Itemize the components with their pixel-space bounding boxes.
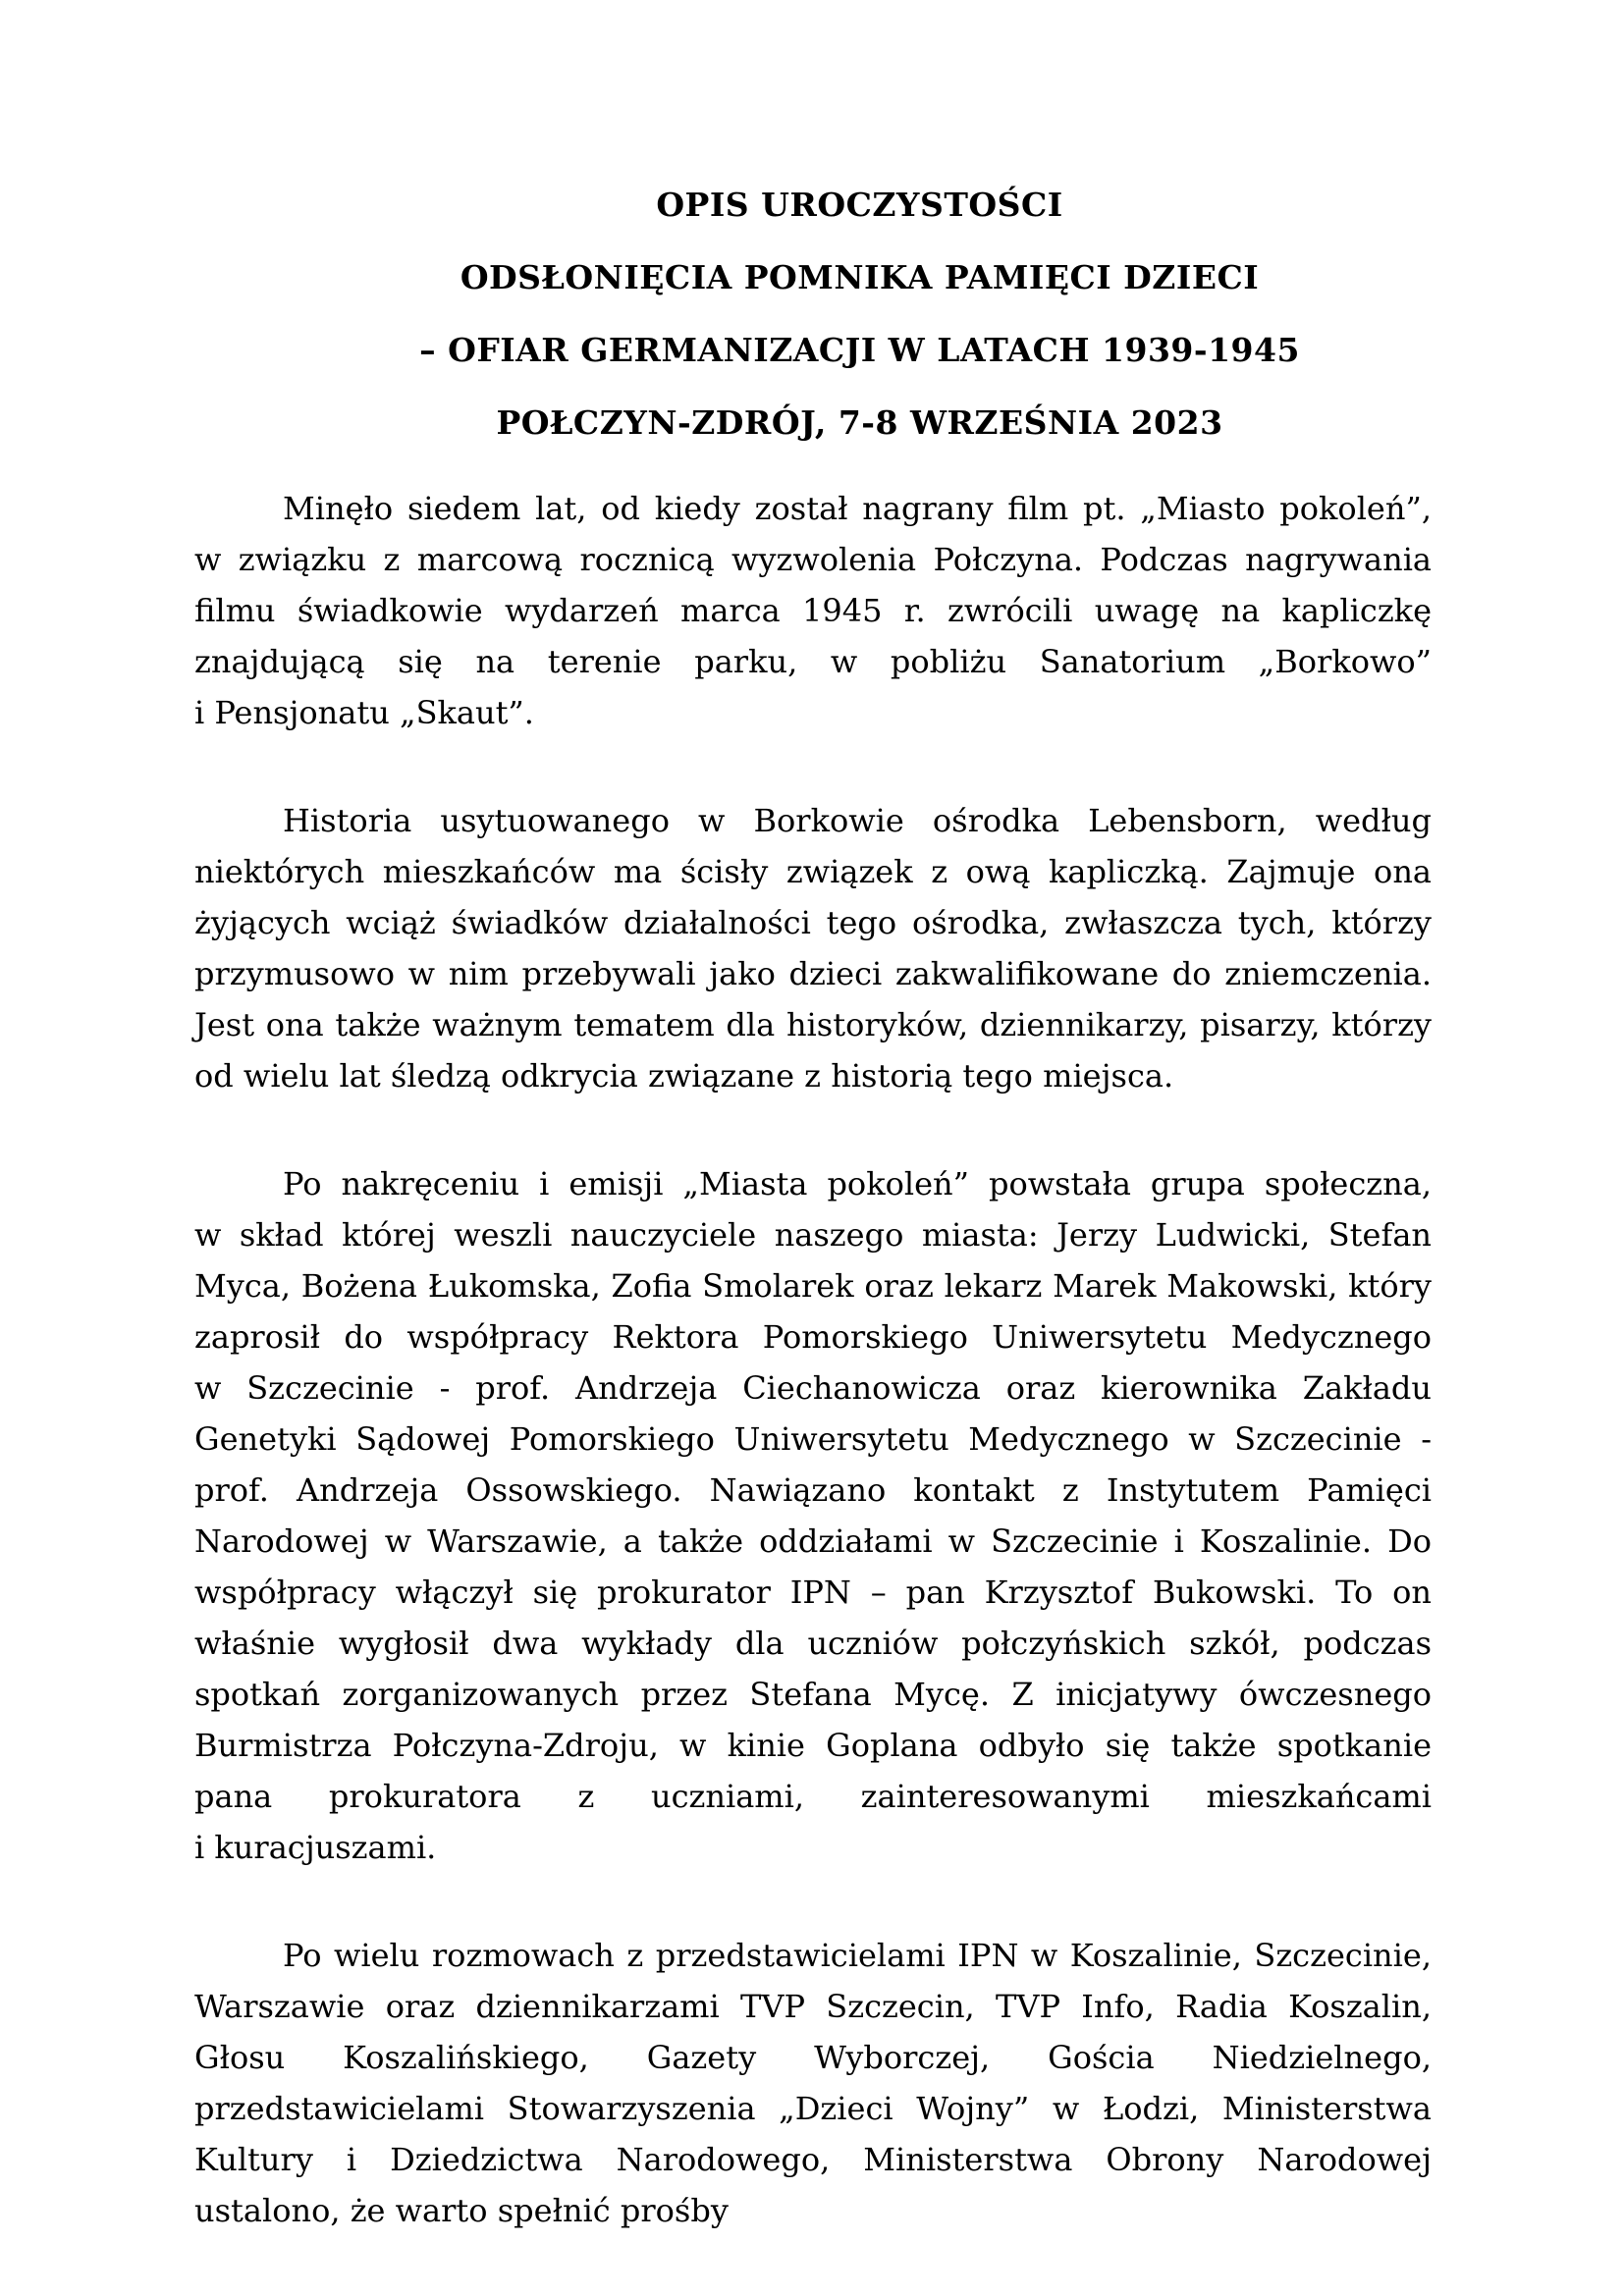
paragraph-1: Minęło siedem lat, od kiedy został nagrany film pt. „Miasto pokoleń”, w związku z marcową rocznicą wyzwolenia Połczyna. Podczas nagrywania filmu świadkowie wydarzeń marca 1945 r. zwrócili uwagę na kapliczkę znajdującą się na terenie parku, w pobliżu Sanatorium „Borkowo” i Pensjonatu „Skaut”. bbox=[194, 490, 1432, 731]
paragraph-4: Po wielu rozmowach z przedstawicielami IPN w Koszalinie, Szczecinie, Warszawie oraz dziennikarzami TVP Szczecin, TVP Info, Radia Koszalin, Głosu Koszalińskiego, Gazety Wyborczej, Gościa Niedzielnego, przedstawicielami Stowarzyszenia „Dzieci Wojny” w Łodzi, Ministerstwa Kultury i Dziedzictwa Narodowego, Ministerstwa Obrony Narodowej ustalono, że warto spełnić prośby bbox=[194, 1937, 1432, 2229]
title-line-4: POŁCZYN-ZDRÓJ, 7-8 WRZEŚNIA 2023 bbox=[496, 403, 1223, 442]
paragraph-3: Po nakręceniu i emisji „Miasta pokoleń” powstała grupa społeczna, w skład której weszli nauczyciele naszego miasta: Jerzy Ludwicki, Stefan Myca, Bożena Łukomska, Zofia Smolarek oraz lekarz Marek Makowski, który zaprosił do współpracy Rektora Pomorskiego Uniwersytetu Medycznego w Szczecinie - prof. Andrzeja Ciechanowicza oraz kierownika Zakładu Genetyki Sądowej Pomorskiego Uniwersytetu Medycznego w Szczecinie - prof. Andrzeja Ossowskiego. Nawiązano kontakt z Instytutem Pamięci Narodowej w Warszawie, a także oddziałami w Szczecinie i Koszalinie. Do współpracy włączył się prokurator IPN – pan Krzysztof Bukowski. To on właśnie wygłosił dwa wykłady dla uczniów połczyńskich szkół, podczas spotkań zorganizowanych przez Stefana Mycę. Z inicjatywy ówczesnego Burmistrza Połczyna-Zdroju, w kinie Goplana odbyło się także spotkanie pana prokuratora z uczniami, zainteresowanymi mieszkańcami i kuracjuszami. bbox=[194, 1165, 1432, 1866]
document-title bbox=[194, 169, 1432, 459]
title-line-3: – OFIAR GERMANIZACJI W LATACH 1939-1945 bbox=[419, 331, 1300, 369]
paragraph-2: Historia usytuowanego w Borkowie ośrodka Lebensborn, według niektórych mieszkańców ma ścisły związek z ową kapliczką. Zajmuje ona żyjących wciąż świadków działalności tego ośrodka, zwłaszcza tych, którzy przymusowo w nim przebywali jako dzieci zakwalifikowane do zniemczenia. Jest ona także ważnym tematem dla historyków, dziennikarzy, pisarzy, którzy od wielu lat śledzą odkrycia związane z historią tego miejsca. bbox=[194, 802, 1432, 1095]
title-line-2: ODSŁONIĘCIA POMNIKA PAMIĘCI DZIECI bbox=[460, 258, 1260, 296]
title-line-1: OPIS UROCZYSTOŚCI bbox=[656, 186, 1063, 224]
